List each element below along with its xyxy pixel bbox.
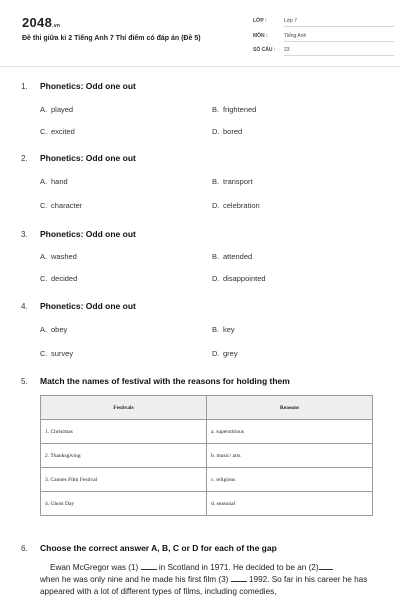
question-number: 6. <box>21 544 28 553</box>
table-row <box>41 492 373 516</box>
question-number: 2. <box>21 154 28 163</box>
meta-question-count: SỐ CÂU : 23 <box>253 47 283 53</box>
meta-class: LỚP : Lớp 7 <box>253 18 283 24</box>
page-header <box>0 0 400 64</box>
question-title: Choose the correct answer A, B, C or D for each of the gap <box>40 543 277 553</box>
option-a[interactable]: A. obey <box>40 325 68 334</box>
question-title: Phonetics: Odd one out <box>40 301 136 311</box>
option-d[interactable]: D. disappointed <box>212 274 266 283</box>
question-number: 5. <box>21 377 28 386</box>
option-b[interactable]: B. transport <box>212 177 253 186</box>
reading-passage: Ewan McGregor was (1) in Scotland in 1971. He decided to be an (2) when he was only nine and he made his first film (3) 1992. So far in his career he has appeared with a lot of different types of films, including comedies, <box>40 563 368 596</box>
exam-title: Đề thi giữa kì 2 Tiếng Anh 7 Thí điểm có đáp án (Đề 5) <box>22 35 201 42</box>
blank-2[interactable] <box>319 562 333 570</box>
option-b[interactable]: B. frightened <box>212 105 257 114</box>
header-divider <box>0 66 400 67</box>
reason-cell: c. religious <box>207 468 373 492</box>
question-title: Phonetics: Odd one out <box>40 81 136 91</box>
option-c[interactable]: C. decided <box>40 274 78 283</box>
site-logo[interactable]: 2048.vn <box>22 15 61 30</box>
option-a[interactable]: A. hand <box>40 177 68 186</box>
option-c[interactable]: C. excited <box>40 127 75 136</box>
table-row <box>41 468 373 492</box>
option-c[interactable]: C. character <box>40 201 83 210</box>
option-d[interactable]: D. celebration <box>212 201 260 210</box>
reason-cell: b. music/ arts <box>207 444 373 468</box>
festival-cell: 2. Thanksgiving <box>41 444 207 468</box>
option-c[interactable]: C. survey <box>40 349 74 358</box>
festival-cell: 3. Cannes Film Festival <box>41 468 207 492</box>
option-a[interactable]: A. washed <box>40 252 77 261</box>
festival-cell: 4. Ghost Day <box>41 492 207 516</box>
table-header-row <box>41 396 373 420</box>
option-a[interactable]: A. played <box>40 105 74 114</box>
option-b[interactable]: B. key <box>212 325 235 334</box>
festival-table <box>40 395 373 516</box>
question-title: Match the names of festival with the reasons for holding them <box>40 376 290 386</box>
reason-cell: a. superstitious <box>207 420 373 444</box>
column-header-festivals: Festivals <box>41 396 207 420</box>
question-number: 1. <box>21 82 28 91</box>
reason-cell: d. seasonal <box>207 492 373 516</box>
table-row <box>41 420 373 444</box>
blank-3[interactable] <box>231 574 247 582</box>
option-d[interactable]: D. grey <box>212 349 238 358</box>
question-number: 3. <box>21 230 28 239</box>
column-header-reasons: Reasons <box>207 396 373 420</box>
option-b[interactable]: B. attended <box>212 252 253 261</box>
table-row <box>41 444 373 468</box>
question-title: Phonetics: Odd one out <box>40 229 136 239</box>
question-number: 4. <box>21 302 28 311</box>
meta-subject: MÔN : Tiếng Anh <box>253 33 283 39</box>
blank-1[interactable] <box>141 562 157 570</box>
festival-cell: 1. Christmas <box>41 420 207 444</box>
question-title: Phonetics: Odd one out <box>40 153 136 163</box>
option-d[interactable]: D. bored <box>212 127 243 136</box>
